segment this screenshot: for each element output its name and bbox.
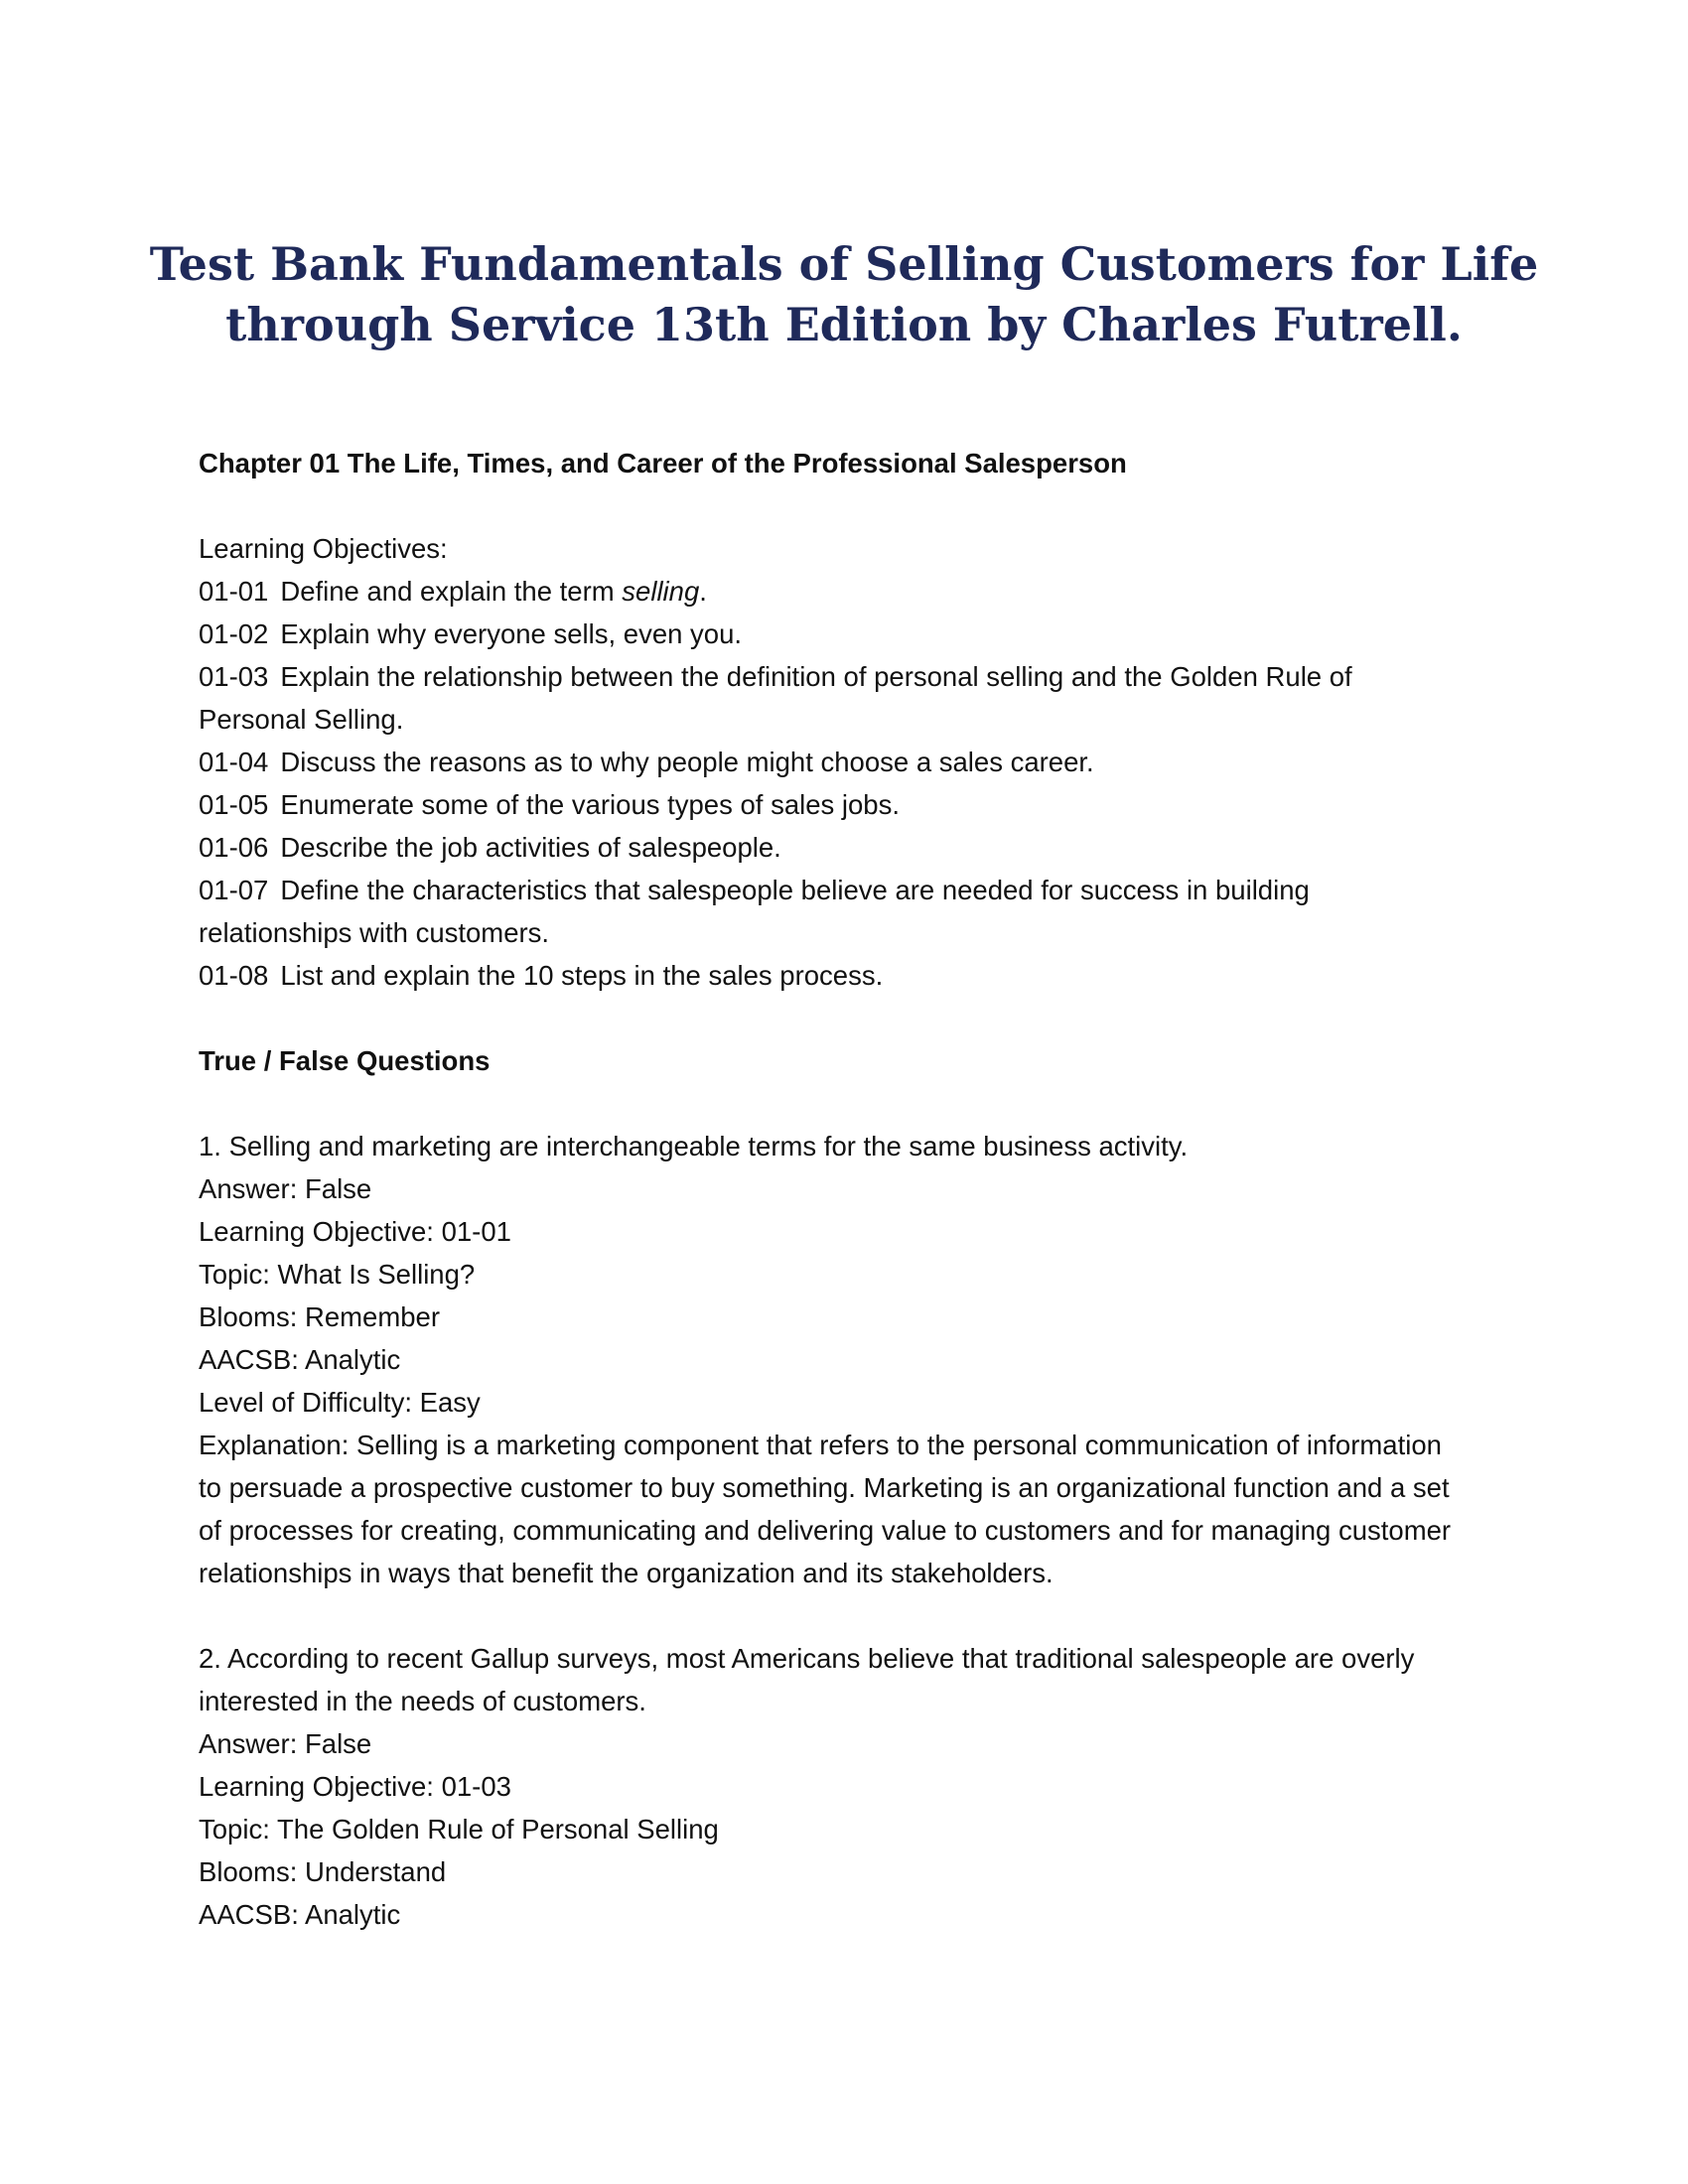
objective-code: 01-03 — [199, 661, 269, 692]
objective-text: Define the characteristics that salespeople believe are needed for success in building — [280, 875, 1310, 905]
learning-objectives-label: Learning Objectives: — [199, 533, 448, 564]
objective-item — [199, 826, 1489, 869]
objective-item — [199, 655, 1489, 698]
objective-text-end: . — [699, 576, 707, 607]
title-line-2: through Service 13th Edition by Charles Futrell. — [225, 298, 1463, 351]
spacer — [199, 1594, 1489, 1637]
objective-item — [199, 613, 1489, 655]
objective-continuation: Personal Selling. — [199, 704, 404, 735]
question-text: 2. According to recent Gallup surveys, most Americans believe that traditional salespeople are overly — [199, 1643, 1415, 1674]
question-1 — [199, 1125, 1489, 1594]
objective-text: Discuss the reasons as to why people might choose a sales career. — [280, 747, 1094, 777]
objective-text: Define and explain the term — [280, 576, 623, 607]
question-2 — [199, 1637, 1489, 1936]
document-title — [149, 234, 1539, 355]
question-learning-objective: Learning Objective: 01-03 — [199, 1771, 511, 1802]
document-body — [199, 442, 1489, 1936]
objective-item — [199, 783, 1489, 826]
question-difficulty: Level of Difficulty: Easy — [199, 1387, 481, 1418]
objective-code: 01-05 — [199, 789, 269, 820]
objective-text: Enumerate some of the various types of sales jobs. — [280, 789, 900, 820]
question-answer: Answer: False — [199, 1173, 372, 1204]
objective-emphasis: selling — [622, 576, 700, 607]
question-text: interested in the needs of customers. — [199, 1686, 646, 1716]
question-explanation: to persuade a prospective customer to buy something. Marketing is an organizational function and a set — [199, 1472, 1450, 1503]
objective-text: Explain why everyone sells, even you. — [280, 618, 743, 649]
objective-text: Explain the relationship between the definition of personal selling and the Golden Rule of — [280, 661, 1352, 692]
objective-item — [199, 954, 1489, 997]
question-blooms: Blooms: Remember — [199, 1301, 440, 1332]
question-blooms: Blooms: Understand — [199, 1856, 447, 1887]
objective-code: 01-02 — [199, 618, 269, 649]
objective-code: 01-06 — [199, 832, 269, 863]
question-aacsb: AACSB: Analytic — [199, 1344, 401, 1375]
chapter-heading: Chapter 01 The Life, Times, and Career of the Professional Salesperson — [199, 448, 1127, 478]
objective-item — [199, 570, 1489, 613]
spacer — [199, 1082, 1489, 1125]
objective-code: 01-04 — [199, 747, 269, 777]
question-explanation: Explanation: Selling is a marketing component that refers to the personal communication of information — [199, 1430, 1442, 1460]
question-learning-objective: Learning Objective: 01-01 — [199, 1216, 511, 1247]
spacer — [199, 484, 1489, 527]
spacer — [199, 997, 1489, 1039]
section-heading: True / False Questions — [199, 1045, 491, 1076]
question-aacsb: AACSB: Analytic — [199, 1899, 401, 1930]
objective-code: 01-07 — [199, 875, 269, 905]
question-answer: Answer: False — [199, 1728, 372, 1759]
learning-objectives — [199, 527, 1489, 997]
question-explanation: relationships in ways that benefit the organization and its stakeholders. — [199, 1558, 1054, 1588]
title-line-1: Test Bank Fundamentals of Selling Customers for Life — [149, 237, 1539, 291]
objective-item — [199, 741, 1489, 783]
question-text: 1. Selling and marketing are interchangeable terms for the same business activity. — [199, 1131, 1189, 1161]
objective-text: List and explain the 10 steps in the sales process. — [280, 960, 884, 991]
objective-code: 01-01 — [199, 576, 269, 607]
question-explanation: of processes for creating, communicating and delivering value to customers and for managing customer — [199, 1515, 1452, 1546]
objective-code: 01-08 — [199, 960, 269, 991]
question-topic: Topic: What Is Selling? — [199, 1259, 476, 1290]
objective-item — [199, 869, 1489, 911]
objective-text: Describe the job activities of salespeople. — [280, 832, 781, 863]
question-topic: Topic: The Golden Rule of Personal Selling — [199, 1814, 719, 1844]
objective-continuation: relationships with customers. — [199, 917, 550, 948]
